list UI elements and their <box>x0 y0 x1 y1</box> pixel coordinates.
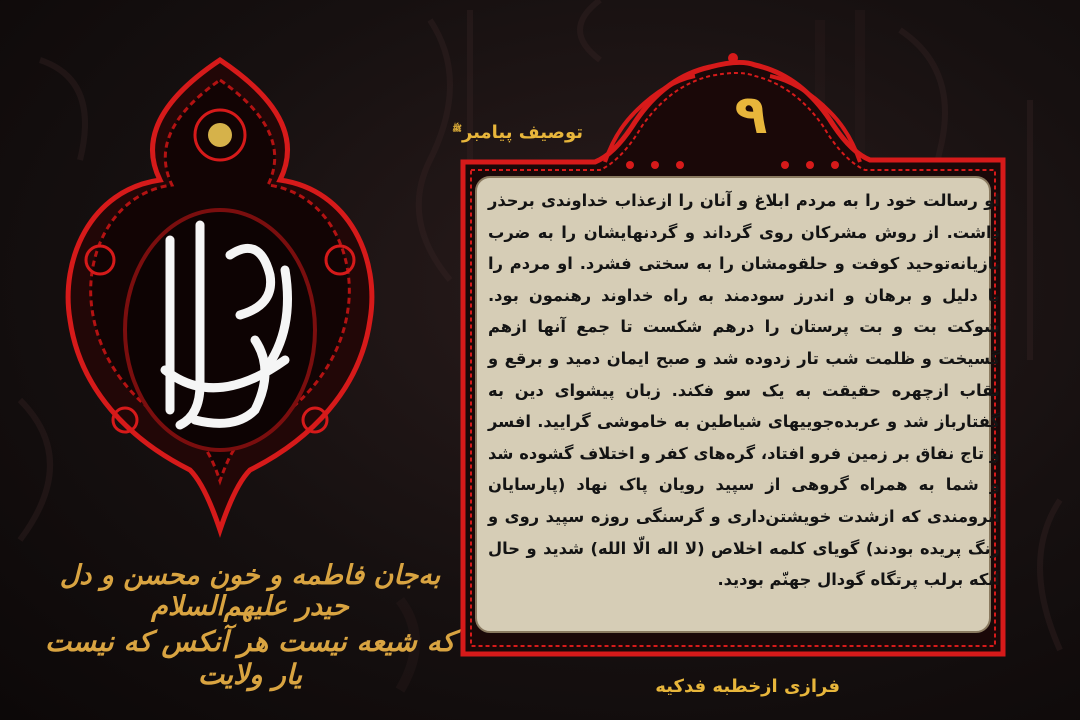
poem-line-2: که شیعه نیست هر آنکس که نیست یار ولایت <box>45 625 455 691</box>
poem-line-1: به‌جان فاطمه و خون محسن و دل حیدر علیهم‌السلام <box>59 560 441 622</box>
card-body-text: او رسالت خود را به مردم ابلاغ و آنان را ازعذاب خداوندی برحذر داشت. از روش مشرکان روی گرداند و گردنهایشان را به ضرب تازیانه‌توحید کوفت و حلقومشان را به سختی فشرد. او مردم را با دلیل و برهان و اندرز سودمند به راه خداوند رهنمون بود. شوکت بت و بت پرستان را درهم شکست تا جمع آنها ازهم گسیخت و ظلمت شب تار زدوده شد و صبح ایمان دمید و برقع و نقاب ازچهره حقیقت به یک سو فکند. زبان پیشوای دین به گفتارباز شد و عربده‌جوییهای شیاطین به خاموشی گرایید. افسر و تاج نفاق بر زمین فرو افتاد، گره‌های کفر و اختلاف گشوده شد و شما به همراه گروهی از سپید رویان پاک نهاد (پارسایان آبرومندی که ازشدت خویشتن‌داری و گرسنگی روزه سپید روی و رنگ پریده بودند) گویای کلمه اخلاص (لا اله الّا الله) شدید و حال آنکه برلب پرتگاه گودال جهنّم بودید. <box>488 191 1000 590</box>
card-number: ۹ <box>734 83 768 146</box>
card-title-text: توصیف پیامبر <box>461 122 583 143</box>
fatemeh-calligraphy-emblem-icon <box>55 40 385 550</box>
honorific-mark: ﷺ <box>452 124 462 133</box>
card-footer-source: فرازی ازخطبه فدکیه <box>655 676 840 697</box>
card-title <box>420 122 583 143</box>
